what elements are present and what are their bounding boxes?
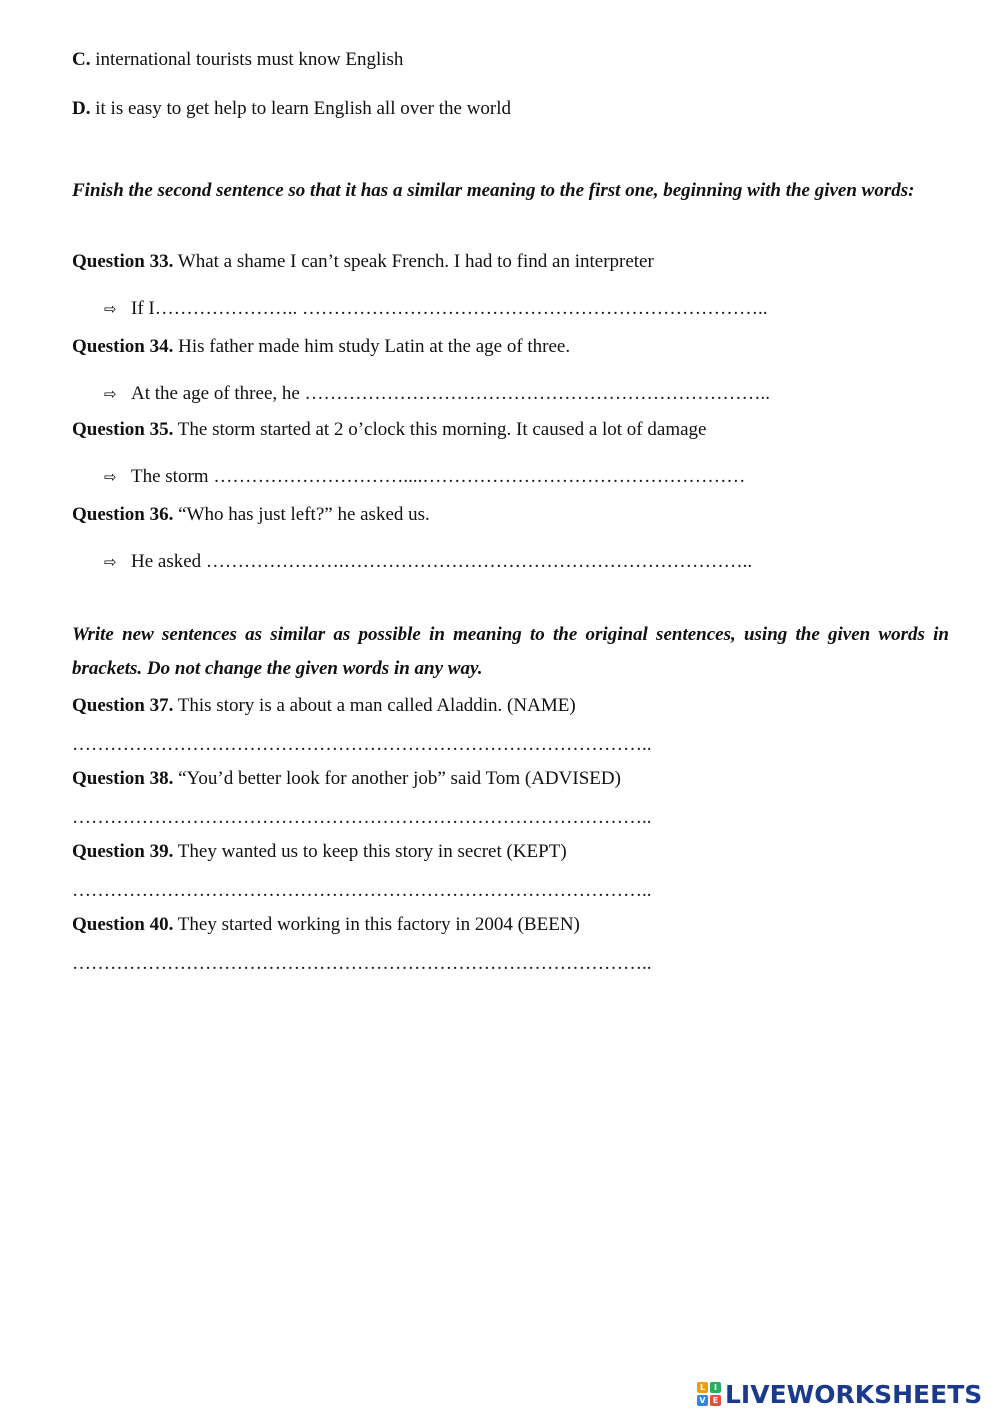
question-36 (72, 503, 430, 527)
logo-text: LIVEWORKSHEETS (725, 1379, 983, 1409)
answer-38[interactable]: ……………………………………………………………………………….. (72, 807, 652, 828)
answer-39[interactable]: ……………………………………………………………………………….. (72, 880, 652, 901)
logo-mark-tile: E (710, 1395, 721, 1406)
question-label: Question 36. (72, 504, 174, 525)
question-text: They started working in this factory in 2004 (BEEN) (177, 914, 580, 935)
arrow-right-icon: ⇨ (104, 468, 117, 486)
question-text: “Who has just left?” he asked us. (178, 504, 430, 525)
question-35 (72, 418, 706, 442)
answer-33 (104, 297, 767, 321)
question-label: Question 34. (72, 336, 174, 357)
question-34 (72, 335, 570, 359)
question-40 (72, 913, 580, 937)
logo-mark-tile: V (697, 1395, 708, 1406)
question-text: This story is a about a man called Aladdin. (NAME) (177, 695, 576, 716)
question-text: “You’d better look for another job” said Tom (ADVISED) (178, 768, 621, 789)
question-label: Question 38. (72, 768, 174, 789)
option-letter: C. (72, 49, 91, 70)
answer-prompt[interactable]: If I………………….. ……………………………………………………………….. (131, 298, 768, 319)
liveworksheets-logo[interactable] (697, 1376, 982, 1412)
logo-mark-tile: L (697, 1382, 708, 1393)
section2-instruction: Write new sentences as similar as possible in meaning to the original sentences, using the given words in brackets. Do not change the given words in any way. (72, 624, 949, 679)
option-d (72, 97, 511, 121)
arrow-right-icon: ⇨ (104, 300, 117, 318)
answer-35 (104, 465, 745, 489)
question-label: Question 39. (72, 841, 174, 862)
question-label: Question 37. (72, 695, 174, 716)
answer-40[interactable]: ……………………………………………………………………………….. (72, 953, 652, 974)
answer-prompt[interactable]: The storm …………………………....…………………………………………… (131, 466, 746, 487)
answer-34 (104, 382, 770, 406)
option-text: international tourists must know English (95, 49, 404, 70)
question-37 (72, 694, 576, 718)
answer-prompt[interactable]: At the age of three, he ……………………………………………………………….. (131, 383, 771, 404)
question-text: What a shame I can’t speak French. I had to find an interpreter (177, 251, 654, 272)
logo-mark-tile: I (710, 1382, 721, 1393)
question-label: Question 35. (72, 419, 174, 440)
logo-mark-icon (697, 1382, 721, 1406)
answer-37[interactable]: ……………………………………………………………………………….. (72, 734, 652, 755)
option-letter: D. (72, 98, 91, 119)
question-38 (72, 767, 621, 791)
section1-instruction: Finish the second sentence so that it has a similar meaning to the first one, beginning with the given words: (72, 180, 915, 201)
question-text: His father made him study Latin at the age of three. (178, 336, 571, 357)
option-c (72, 48, 403, 72)
question-label: Question 33. (72, 251, 174, 272)
question-label: Question 40. (72, 914, 174, 935)
question-text: The storm started at 2 o’clock this morning. It caused a lot of damage (177, 419, 707, 440)
arrow-right-icon: ⇨ (104, 553, 117, 571)
answer-36 (104, 550, 752, 574)
answer-prompt[interactable]: He asked ………………….……………………………………………………….. (131, 551, 753, 572)
option-text: it is easy to get help to learn English all over the world (95, 98, 512, 119)
arrow-right-icon: ⇨ (104, 385, 117, 403)
question-33 (72, 250, 654, 274)
question-text: They wanted us to keep this story in secret (KEPT) (177, 841, 567, 862)
question-39 (72, 840, 567, 864)
